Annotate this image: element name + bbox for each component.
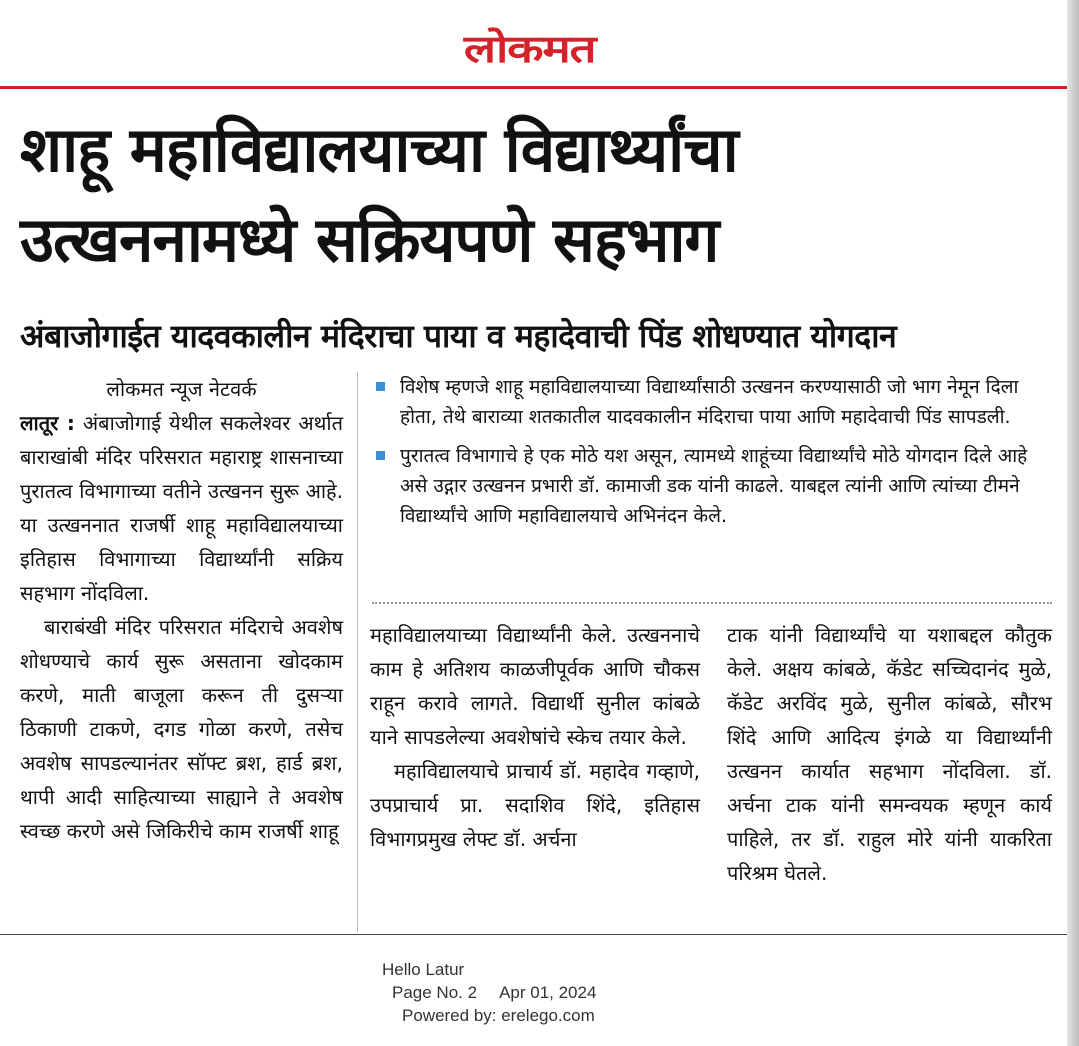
- paragraph: टाक यांनी विद्यार्थ्यांचे या यशाबद्दल कौतुक केले. अक्षय कांबळे, कॅडेट सच्चिदानंद मुळे, कॅडेट अरविंद मुळे, सुनील कांबळे, सौरभ शिंदे आणि आदित्य इंगळे या विद्यार्थ्यांनी उत्खनन कार्यात सहभाग नोंदविला. डॉ. अर्चना टाक यांनी समन्वयक म्हणून कार्य पाहिले, तर डॉ. राहुल मोरे यांनी याकरिता परिश्रम घेतले.: [727, 623, 1052, 885]
- paragraph: [20, 406, 343, 610]
- headline-line-2: उत्खननामध्ये सक्रियपणे सहभाग: [20, 203, 719, 276]
- paragraph: महाविद्यालयाच्या विद्यार्थ्यांनी केले. उत्खननाचे काम हे अतिशय काळजीपूर्वक आणि चौकस राहून करावे लागते. विद्यार्थी सुनील कांबळे याने सापडलेल्या अवशेषांचे स्केच तयार केले.: [370, 623, 700, 749]
- footer-powered: Powered by: erelego.com: [402, 1006, 595, 1025]
- article-column-3: [727, 618, 1052, 890]
- masthead-rule: [0, 86, 1070, 89]
- footer-source: Hello Latur: [382, 960, 465, 979]
- column-divider: [357, 372, 358, 932]
- bullet-item: [372, 372, 1037, 432]
- footer-date: Apr 01, 2024: [499, 983, 597, 1002]
- headline: [20, 105, 1060, 285]
- page-edge: [1067, 0, 1079, 1046]
- bullet-square-icon: [376, 451, 385, 460]
- highlight-bullets: [372, 372, 1037, 540]
- paragraph: महाविद्यालयाचे प्राचार्य डॉ. महादेव गव्हाणे, उपप्राचार्य प्रा. सदाशिव शिंदे, इतिहास विभागप्रमुख लेफ्ट डॉ. अर्चना: [370, 759, 700, 851]
- footer-page-line: [380, 981, 680, 1004]
- footer-rule: [0, 934, 1070, 935]
- dateline: लातूर :: [20, 411, 75, 435]
- headline-line-1: शाहू महाविद्यालयाच्या विद्यार्थ्यांचा: [20, 113, 738, 186]
- footer-page: Page No. 2: [392, 983, 478, 1002]
- byline: लोकमत न्यूज नेटवर्क: [106, 377, 257, 401]
- paragraph: बाराबंखी मंदिर परिसरात मंदिराचे अवशेष शोधण्याचे कार्य सुरू असताना खोदकाम करणे, माती बाजूला करून ती दुसऱ्या ठिकाणी टाकणे, दगड गोळा करणे, तसेच अवशेष सापडल्यानंतर सॉफ्ट ब्रश, हार्ड ब्रश, थापी आदी साहित्याच्या साह्याने ते अवशेष स्वच्छ करणे असे जिकिरीचे काम राजर्षी शाहू: [20, 615, 343, 843]
- bullet-item: [372, 441, 1037, 531]
- page-footer: [380, 958, 680, 1027]
- bullet-text: पुरातत्व विभागाचे हे एक मोठे यश असून, त्यामध्ये शाहूंच्या विद्यार्थ्यांचे मोठे योगदान दिले आहे असे उद्गार उत्खनन प्रभारी डॉ. कामाजी डक यांनी काढले. याबद्दल त्यांनी आणि त्यांच्या टीमने विद्यार्थ्यांचे आणि महाविद्यालयाचे अभिनंदन केले.: [400, 445, 1028, 527]
- dotted-divider: [372, 602, 1052, 604]
- subheadline: अंबाजोगाईत यादवकालीन मंदिराचा पाया व महादेवाची पिंड शोधण्यात योगदान: [20, 317, 897, 355]
- article-column-1: [20, 372, 343, 848]
- newspaper-logo: लोकमत: [464, 27, 596, 71]
- bullet-text: विशेष म्हणजे शाहू महाविद्यालयाच्या विद्यार्थ्यांसाठी उत्खनन करण्यासाठी जो भाग नेमून दिला होता, तेथे बाराव्या शतकातील यादवकालीन मंदिराचा पाया आणि महादेवाची पिंड सापडली.: [400, 376, 1019, 428]
- bullet-square-icon: [376, 382, 385, 391]
- paragraph-text: अंबाजोगाई येथील सकलेश्वर अर्थात बाराखांबी मंदिर परिसरात महाराष्ट्र शासनाच्या पुरातत्व विभागाच्या वतीने उत्खनन सुरू आहे. या उत्खननात राजर्षी शाहू महाविद्यालयाच्या इतिहास विभागाच्या विद्यार्थ्यांनी सक्रिय सहभाग नोंदविला.: [20, 411, 343, 605]
- article-column-2: [370, 618, 700, 856]
- masthead: [0, 10, 1060, 80]
